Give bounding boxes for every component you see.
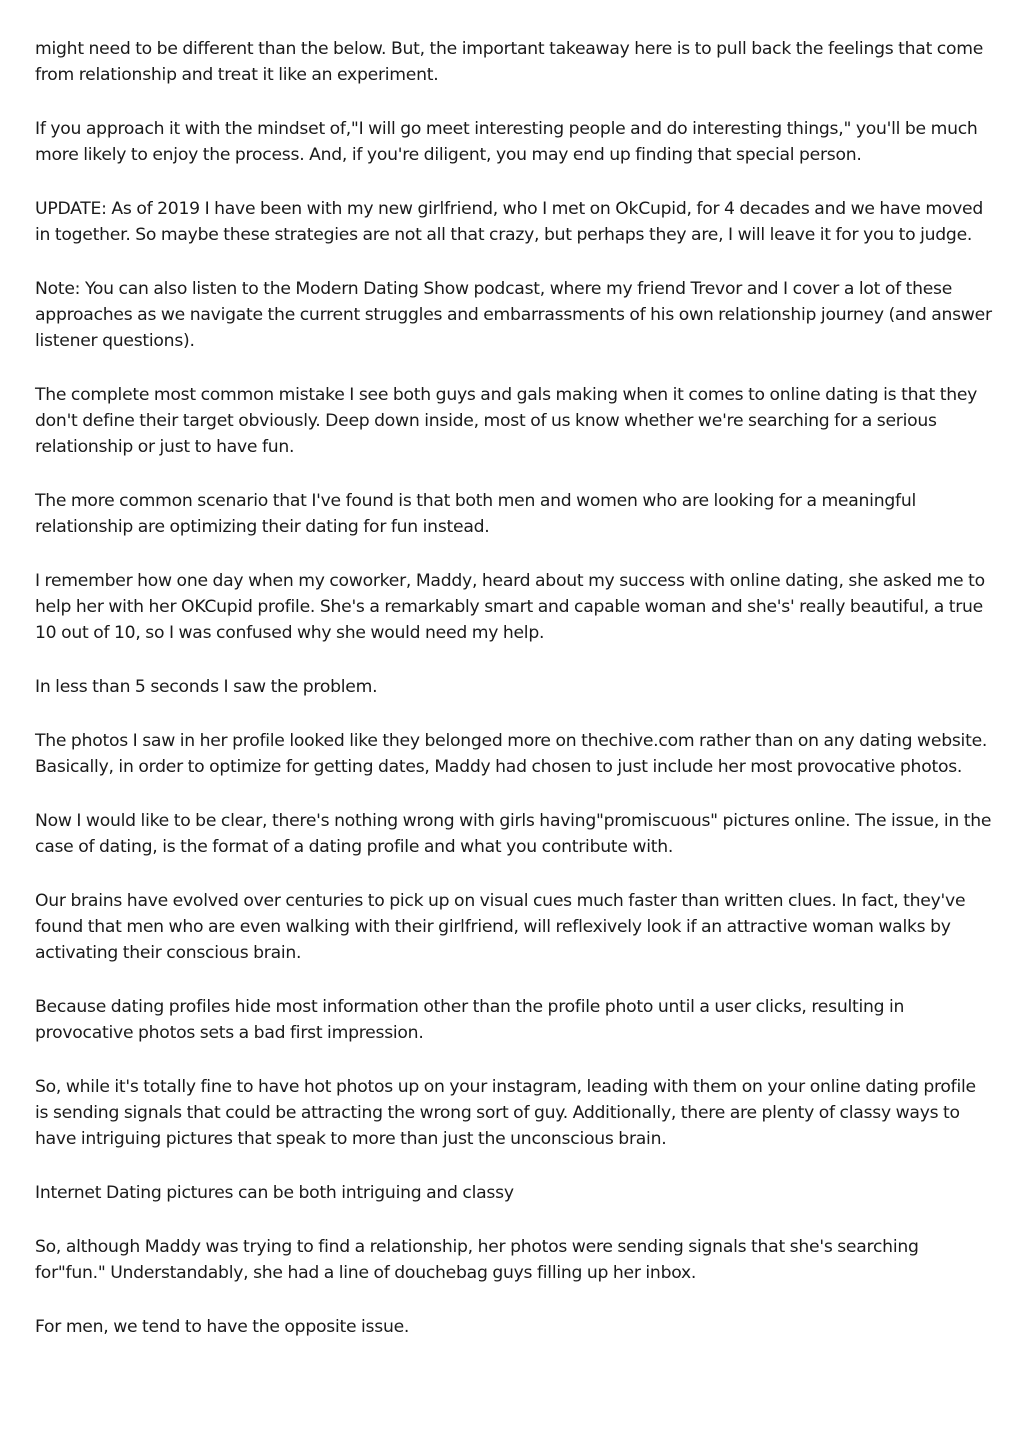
- paragraph: If you approach it with the mindset of,"I will go meet interesting people and do interesting things," you'll be much more likely to enjoy the process. And, if you're diligent, you may end up finding that special person.: [35, 119, 978, 165]
- paragraph: Now I would like to be clear, there's nothing wrong with girls having"promiscuous" pictures online. The issue, in the case of dating, is the format of a dating profile and what you contribute with.: [35, 811, 992, 857]
- paragraph: Note: You can also listen to the Modern Dating Show podcast, where my friend Trevor and I cover a lot of these approaches as we navigate the current struggles and embarrassments of his own relationship journey (and answer listener questions).: [35, 279, 992, 351]
- document-body: [35, 36, 993, 1368]
- paragraph: So, although Maddy was trying to find a relationship, her photos were sending signals that she's searching for"fun." Understandably, she had a line of douchebag guys filling up her inbox.: [35, 1237, 919, 1283]
- paragraph: For men, we tend to have the opposite issue.: [35, 1317, 410, 1337]
- paragraph: Our brains have evolved over centuries to pick up on visual cues much faster than written clues. In fact, they've found that men who are even walking with their girlfriend, will reflexively look if an attractive woman walks by activating their conscious brain.: [35, 891, 966, 963]
- paragraph: In less than 5 seconds I saw the problem.: [35, 677, 378, 697]
- paragraph: The more common scenario that I've found is that both men and women who are looking for a meaningful relationship are optimizing their dating for fun instead.: [35, 491, 916, 537]
- paragraph: UPDATE: As of 2019 I have been with my new girlfriend, who I met on OkCupid, for 4 decades and we have moved in together. So maybe these strategies are not all that crazy, but perhaps they are, I will leave it for you to judge.: [35, 199, 983, 245]
- paragraph: The photos I saw in her profile looked like they belonged more on thechive.com rather than on any dating website. Basically, in order to optimize for getting dates, Maddy had chosen to just include her most provocative photos.: [35, 731, 988, 777]
- paragraph: So, while it's totally fine to have hot photos up on your instagram, leading with them on your online dating profile is sending signals that could be attracting the wrong sort of guy. Additionally, there are plenty of classy ways to have intriguing pictures that speak to more than just the unconscious brain.: [35, 1077, 976, 1149]
- paragraph: I remember how one day when my coworker, Maddy, heard about my success with online dating, she asked me to help her with her OKCupid profile. She's a remarkably smart and capable woman and she's' really beautiful, a true 10 out of 10, so I was confused why she would need my help.: [35, 571, 985, 643]
- paragraph: might need to be different than the below. But, the important takeaway here is to pull back the feelings that come from relationship and treat it like an experiment.: [35, 39, 984, 85]
- paragraph: Because dating profiles hide most information other than the profile photo until a user clicks, resulting in provocative photos sets a bad first impression.: [35, 997, 905, 1043]
- paragraph: Internet Dating pictures can be both intriguing and classy: [35, 1183, 514, 1203]
- paragraph: The complete most common mistake I see both guys and gals making when it comes to online dating is that they don't define their target obviously. Deep down inside, most of us know whether we're searching for a serious relationship or just to have fun.: [35, 385, 978, 457]
